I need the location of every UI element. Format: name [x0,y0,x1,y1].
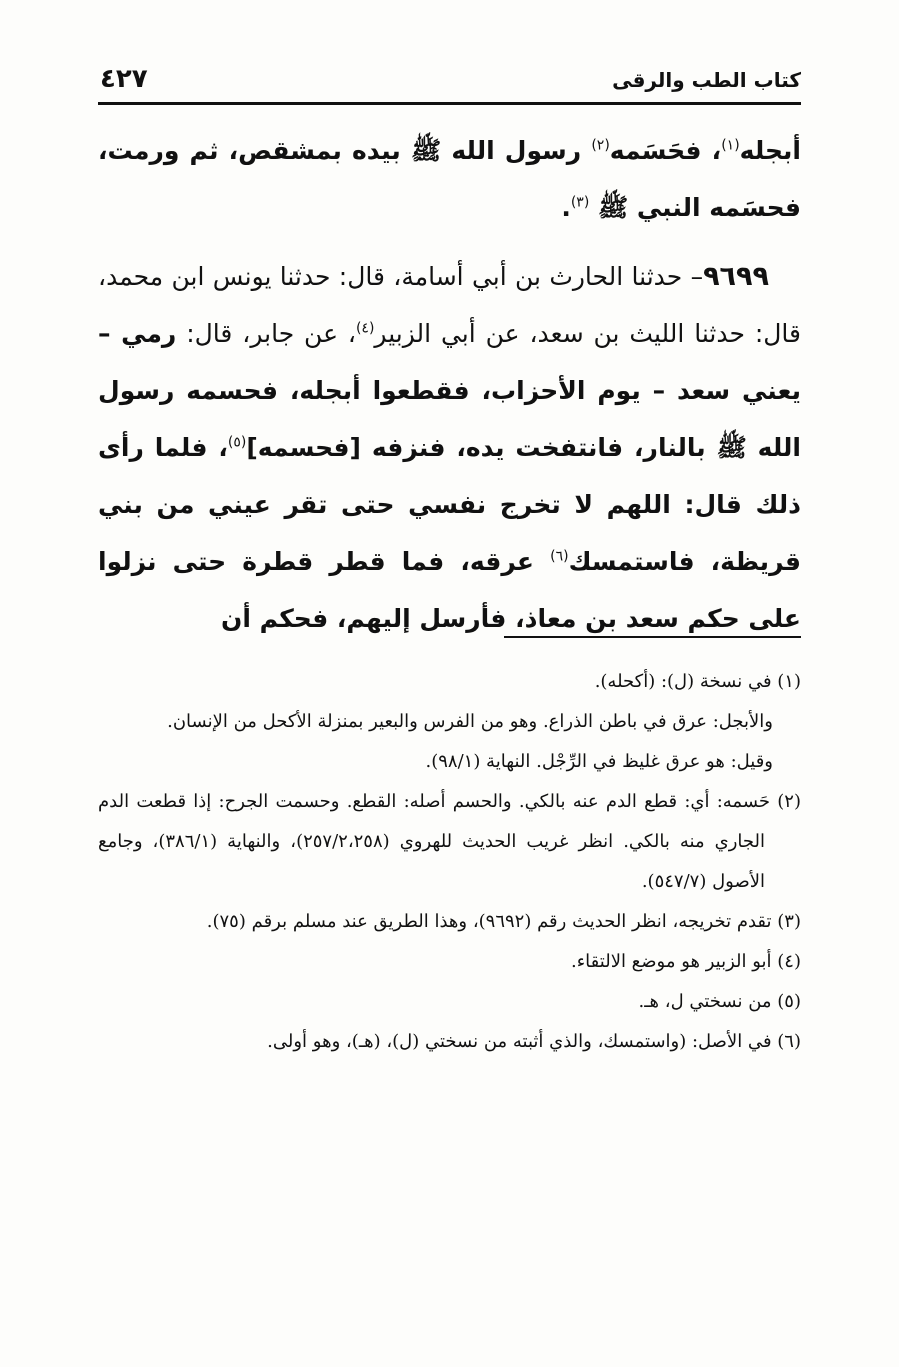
text-run: ، فحَسَمه [609,136,722,165]
matn-text: رمي – يعني سعد – يوم الأحزاب، فقطعوا أبجله، فحسمه رسول الله ﷺ بالنار، فانتفخت يده، فنزفه [فحسمه] [98,319,801,462]
text-run: رسول الله ﷺ بيده بمشقص، ثم ورمت، فحسَمه النبي ﷺ [98,136,801,222]
matn-text: ، فلما رأى ذلك قال: اللهم لا تخرج نفسي حتى تقر عيني من بني قريظة، فاستمسك [98,433,801,576]
footnote-1-continuation: والأبجل: عرق في باطن الذراع. وهو من الفرس والبعير بمنزلة الأكحل من الإنسان. [167,711,773,732]
text-run: أبجله [739,136,801,165]
isnad-text: – حدثنا الحارث بن أبي أسامة، قال: حدثنا يونس ابن محمد، قال: حدثنا الليث بن سعد، عن أبي الزبير [98,262,801,348]
footnote-6: (٦) في الأصل: (واستمسك، والذي أثبته من نسختي (ل)، (هـ)، وهو أولى. [267,1031,801,1052]
matn-text: عرقه، فما قطر قطرة حتى نزلوا على حكم سعد بن معاذ، فأرسل إليهم، فحكم أن [98,547,801,633]
hadith-paragraph [98,248,801,647]
footnote-4: (٤) أبو الزبير هو موضع الالتقاء. [571,951,801,972]
footnote-5: (٥) من نسختي ل، هـ. [638,991,801,1012]
main-text [98,122,801,647]
footnote-ref: (١) [721,137,740,154]
footnote-ref: (٥) [227,434,247,451]
text-run: . [561,193,571,222]
footnote-2: (٢) حَسمه: أي: قطع الدم عنه بالكي. والحسم أصله: القطع. وحسمت الجرح: إذا قطعت الدم الجاري منه بالكي. انظر غريب الحديث للهروي (٢٥٧/٢،٢٥٨)، والنهاية (٣٨٦/١)، وجامع الأصول (٥٤٧/٧). [98,791,801,892]
hadith-number: ٩٦٩٩ [703,261,769,292]
paragraph-continuation [98,122,801,236]
footnote-separator [504,636,801,638]
footnote-ref: (٦) [550,548,569,565]
chapter-title: كتاب الطب والرقى [612,68,801,92]
footnote-ref: (٢) [591,137,610,154]
page-header [98,62,801,105]
footnotes [98,662,801,1062]
footnote-1: (١) في نسخة (ل): (أكحله). [594,671,801,692]
footnote-1-continuation: وقيل: هو عرق غليظ في الرِّجْل. النهاية (٩٨/١). [425,751,773,772]
page-number: ٤٢٧ [100,64,148,94]
isnad-text: ، عن جابر، قال: [176,319,356,348]
footnote-ref: (٤) [355,320,375,337]
footnote-ref: (٣) [570,194,590,211]
footnote-3: (٣) تقدم تخريجه، انظر الحديث رقم (٩٦٩٢)، وهذا الطريق عند مسلم برقم (٧٥). [206,911,801,932]
